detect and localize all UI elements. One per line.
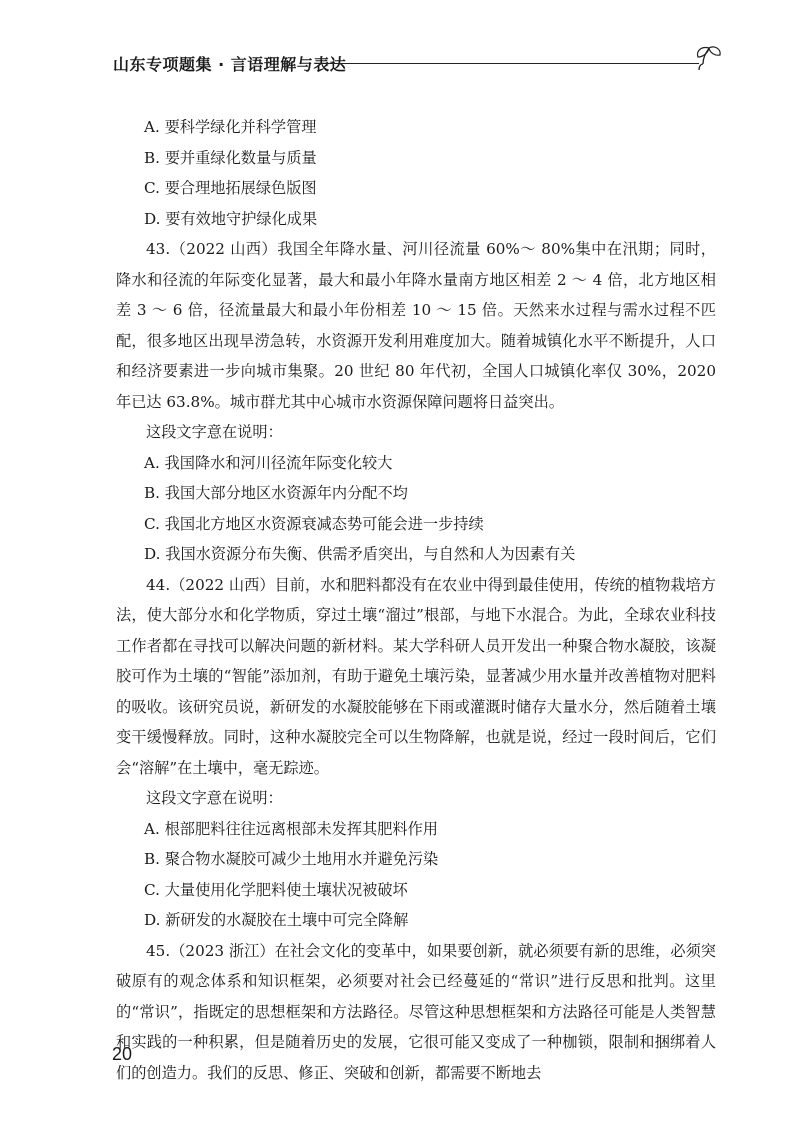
option-b: B. 要并重绿化数量与质量 <box>144 148 317 167</box>
header-title: 山东专项题集 · 言语理解与表达 <box>113 55 347 74</box>
question-43: 43.（2022 山西）我国全年降水量、河川径流量 60%～ 80%集中在汛期；同时，降水和径流的年际变化显著，最大和最小年降水量南方地区相差 2 ～ 4 倍，北方地区相差 3 ～ 6 倍，径流量最大和最小年份相差 10 ～ 15 倍。天然来水过程与需水过程不匹配，很多地区出现旱涝急转，水资源开发利用难度加大。随着城镇化水平不断提升，人口和经济要素进一步向城市集聚。20 世纪 80 年代初，全国人口城镇化率仅 30%，2020 年已达 63.8%。城市群尤其中心城市水资源保障问题将日益突出。 <box>116 240 716 411</box>
option-c: C. 要合理地拓展绿色版图 <box>144 179 317 197</box>
option-d: D. 新研发的水凝胶在土壤中可完全降解 <box>144 911 409 929</box>
option-a: A. 要科学绿化并科学管理 <box>144 118 317 136</box>
option-b: B. 我国大部分地区水资源年内分配不均 <box>144 484 408 502</box>
page-body <box>116 112 716 1088</box>
page-number: 20 <box>112 1044 133 1064</box>
option-b: B. 聚合物水凝胶可减少土地用水并避免污染 <box>144 850 439 868</box>
option-a: A. 我国降水和河川径流年际变化较大 <box>144 453 393 472</box>
question-44-prompt: 这段文字意在说明： <box>146 789 283 807</box>
option-d: D. 我国水资源分布失衡、供需矛盾突出，与自然和人为因素有关 <box>144 545 576 563</box>
question-43-prompt: 这段文字意在说明： <box>146 423 283 441</box>
question-44: 44.（2022 山西）目前，水和肥料都没有在农业中得到最佳使用，传统的植物栽培方法，使大部分水和化学物质，穿过土壤“溜过”根部，与地下水混合。为此，全球农业科技工作者都在寻找可以解决问题的新材料。某大学科研人员开发出一种聚合物水凝胶，该凝胶可作为土壤的“智能”添加剂，有助于避免土壤污染，显著减少用水量并改善植物对肥料的吸收。该研究员说，新研发的水凝胶能够在下雨或灌溉时储存大量水分，然后随着土壤变干缓慢释放。同时，这种水凝胶完全可以生物降解，也就是说，经过一段时间后，它们会“溶解”在土壤中，毫无踪迹。 <box>116 575 716 777</box>
option-c: C. 我国北方地区水资源衰减态势可能会进一步持续 <box>144 514 484 533</box>
sprout-icon <box>693 44 723 80</box>
running-header <box>113 48 723 78</box>
option-d: D. 要有效地守护绿化成果 <box>144 209 318 228</box>
header-rule <box>315 63 699 64</box>
question-45: 45.（2023 浙江）在社会文化的变革中，如果要创新，就必须要有新的思维，必须突破原有的观念体系和知识框架，必须要对社会已经蔓延的“常识”进行反思和批判。这里的“常识”，指既定的思想框架和方法路径。尽管这种思想框架和方法路径可能是人类智慧和实践的一种积累，但是随着历史的发展，它很可能又变成了一种枷锁，限制和捆绑着人们的创造力。我们的反思、修正、突破和创新，都需要不断地去 <box>116 941 716 1082</box>
option-c: C. 大量使用化学肥料使土壤状况被破坏 <box>144 880 408 899</box>
option-a: A. 根部肥料往往远离根部未发挥其肥料作用 <box>144 819 438 838</box>
